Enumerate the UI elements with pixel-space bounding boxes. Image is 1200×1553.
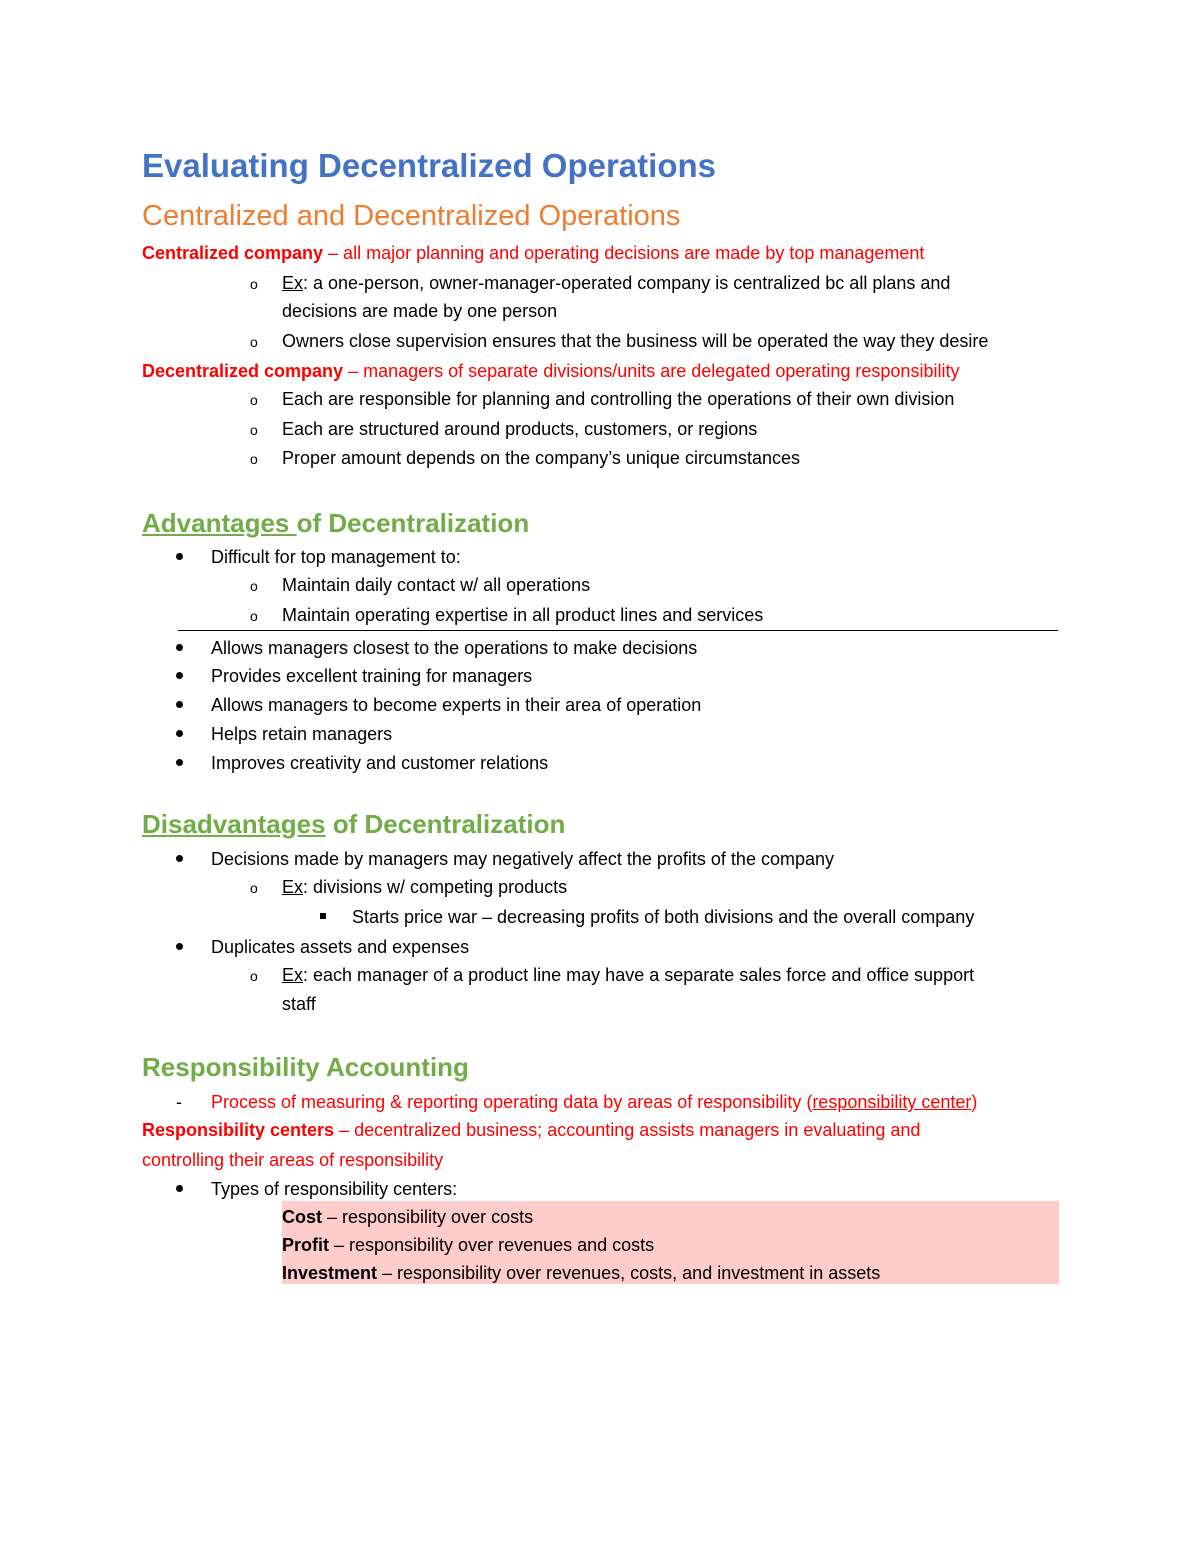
circle-bullet-icon: o bbox=[250, 451, 258, 467]
centralized-definition bbox=[142, 241, 924, 265]
bullet-icon bbox=[176, 759, 183, 766]
advantage-item: Improves creativity and customer relations bbox=[211, 753, 549, 773]
responsibility-heading: Responsibility Accounting bbox=[142, 1052, 469, 1082]
centralized-example-cont: decisions are made by one person bbox=[282, 301, 558, 321]
center-type-investment: Investment – responsibility over revenues, costs, and investment in assets bbox=[282, 1263, 881, 1283]
bullet-icon bbox=[176, 943, 183, 950]
circle-bullet-icon: o bbox=[250, 392, 258, 408]
page-subtitle: Centralized and Decentralized Operations bbox=[142, 200, 681, 232]
decentralized-term: Decentralized company bbox=[142, 361, 344, 381]
decentralized-point: Proper amount depends on the company’s unique circumstances bbox=[282, 448, 800, 468]
center-type-profit: Profit – responsibility over revenues and costs bbox=[282, 1235, 655, 1255]
disadvantage-item: Duplicates assets and expenses bbox=[211, 937, 470, 957]
decentralized-def-text: – managers of separate divisions/units are delegated operating responsibility bbox=[343, 361, 960, 381]
responsibility-centers-definition-cont: controlling their areas of responsibility bbox=[142, 1150, 444, 1170]
circle-bullet-icon: o bbox=[250, 968, 258, 984]
page-title: Evaluating Decentralized Operations bbox=[142, 147, 716, 184]
square-bullet-icon bbox=[320, 913, 326, 919]
disadvantage-example-cont: staff bbox=[282, 994, 316, 1014]
dash-bullet-icon: - bbox=[176, 1092, 182, 1112]
bullet-icon bbox=[176, 1185, 183, 1192]
ex-label: Ex bbox=[282, 877, 304, 897]
centralized-def-text: – all major planning and operating decisions are made by top management bbox=[323, 243, 925, 263]
center-types-intro: Types of responsibility centers: bbox=[211, 1179, 458, 1199]
centralized-term: Centralized company bbox=[142, 243, 324, 263]
centralized-point: Owners close supervision ensures that the business will be operated the way they desire bbox=[282, 331, 989, 351]
decentralized-definition bbox=[142, 359, 959, 383]
centralized-example: Ex: a one-person, owner-manager-operated company is centralized bc all plans and bbox=[282, 273, 951, 293]
responsibility-center-term: responsibility center bbox=[812, 1092, 972, 1112]
advantage-item: Provides excellent training for managers bbox=[211, 666, 533, 686]
disadvantage-detail: Starts price war – decreasing profits of both divisions and the overall company bbox=[352, 907, 975, 927]
ex-label: Ex bbox=[282, 273, 304, 293]
responsibility-centers-definition: Responsibility centers – decentralized business; accounting assists managers in evaluating and bbox=[142, 1120, 921, 1140]
disadvantage-example: Ex: divisions w/ competing products bbox=[282, 877, 568, 897]
disadvantage-example: Ex: each manager of a product line may have a separate sales force and office support bbox=[282, 965, 975, 985]
advantage-item: Allows managers closest to the operations to make decisions bbox=[211, 638, 698, 658]
circle-bullet-icon: o bbox=[250, 608, 258, 624]
disadvantages-heading: Disadvantages of Decentralization bbox=[142, 809, 566, 839]
bullet-icon bbox=[176, 730, 183, 737]
decentralized-point: Each are structured around products, customers, or regions bbox=[282, 419, 758, 439]
advantage-item: Allows managers to become experts in their area of operation bbox=[211, 695, 702, 715]
circle-bullet-icon: o bbox=[250, 422, 258, 438]
advantages-heading: Advantages of Decentralization bbox=[142, 508, 530, 538]
bullet-icon bbox=[176, 672, 183, 679]
circle-bullet-icon: o bbox=[250, 334, 258, 350]
responsibility-process: Process of measuring & reporting operating data by areas of responsibility (responsibility center) bbox=[211, 1092, 978, 1112]
circle-bullet-icon: o bbox=[250, 880, 258, 896]
circle-bullet-icon: o bbox=[250, 276, 258, 292]
advantages-sub-item: Maintain operating expertise in all product lines and services bbox=[282, 605, 764, 625]
advantages-intro: Difficult for top management to: bbox=[211, 547, 461, 567]
disadvantage-item: Decisions made by managers may negatively affect the profits of the company bbox=[211, 849, 834, 869]
ex-label: Ex bbox=[282, 965, 304, 985]
responsibility-centers-term: Responsibility centers bbox=[142, 1120, 335, 1140]
decentralized-point: Each are responsible for planning and controlling the operations of their own division bbox=[282, 389, 955, 409]
advantage-item: Helps retain managers bbox=[211, 724, 393, 744]
bullet-icon bbox=[176, 855, 183, 862]
center-type-cost: Cost – responsibility over costs bbox=[282, 1207, 534, 1227]
advantages-sub-item: Maintain daily contact w/ all operations bbox=[282, 575, 591, 595]
circle-bullet-icon: o bbox=[250, 578, 258, 594]
bullet-icon bbox=[176, 644, 183, 651]
bullet-icon bbox=[176, 553, 183, 560]
horizontal-divider bbox=[178, 630, 1058, 631]
bullet-icon bbox=[176, 701, 183, 708]
